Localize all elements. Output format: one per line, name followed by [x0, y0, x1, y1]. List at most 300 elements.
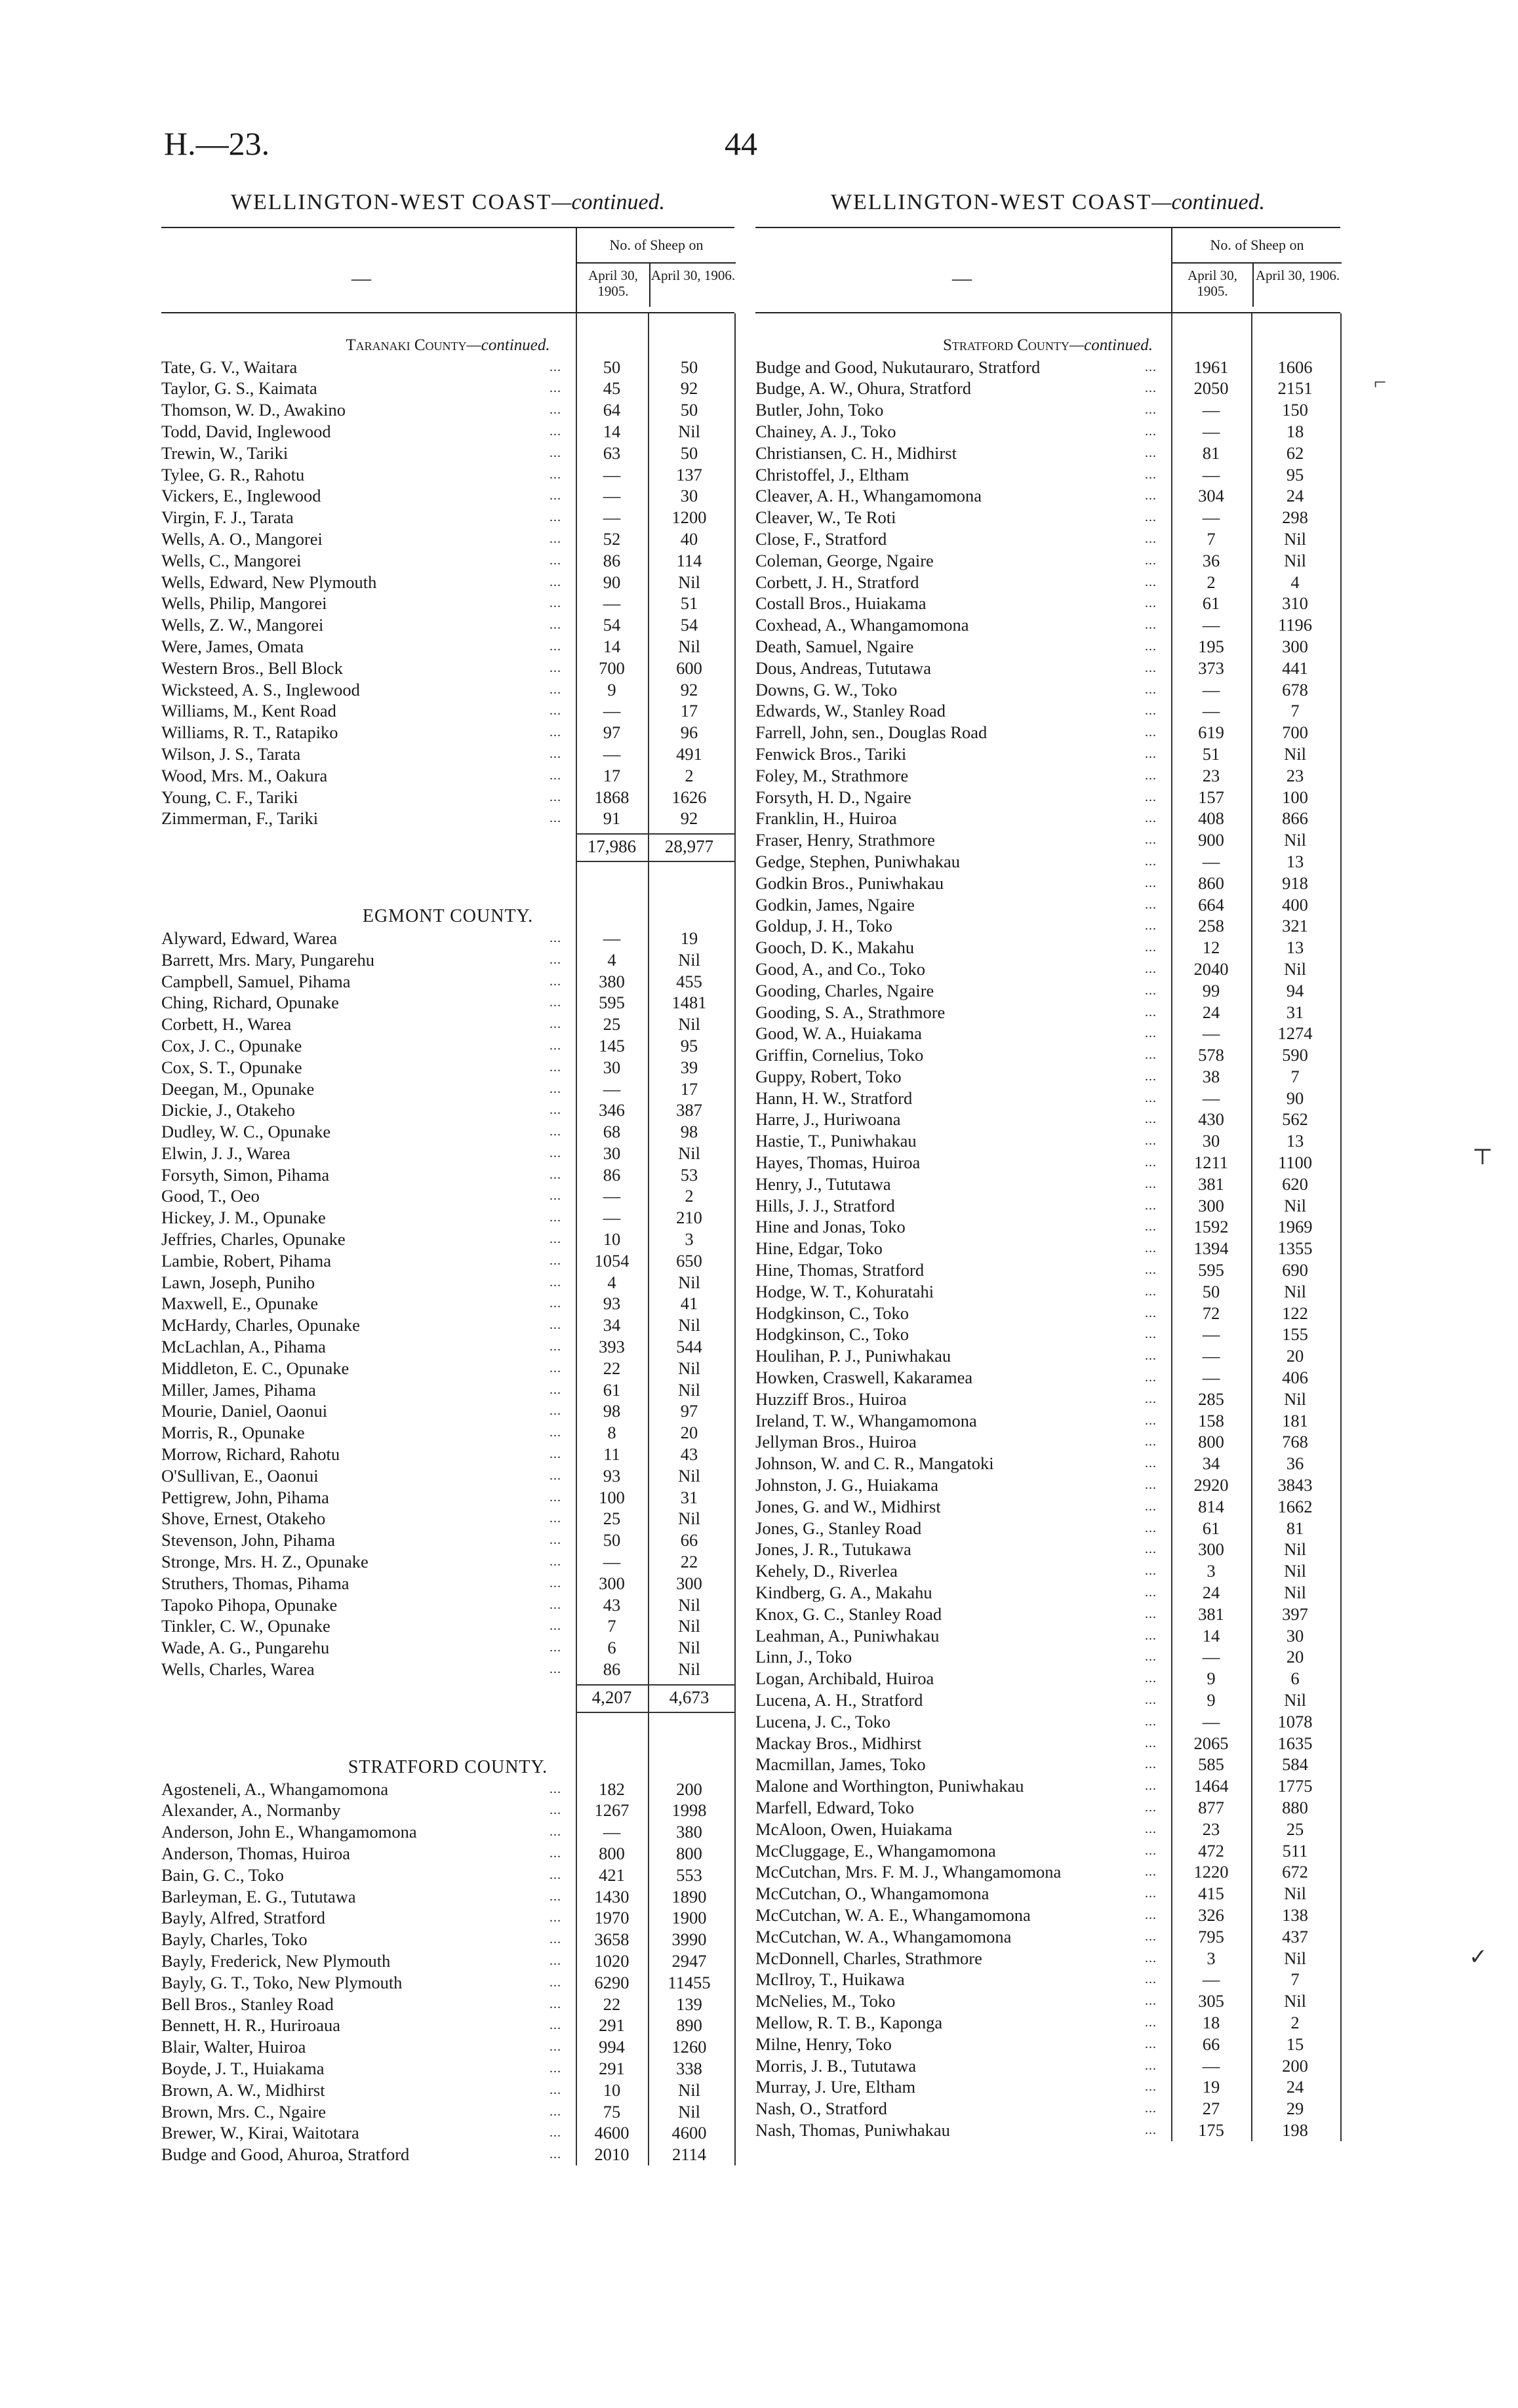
- owner-name: Wells, Philip, Mangorei: [161, 593, 327, 614]
- sheep-1906: Nil: [1284, 1561, 1306, 1581]
- sheep-1905: 346: [599, 1100, 625, 1120]
- sheep-1906: Nil: [1284, 528, 1306, 549]
- sheep-1905: —: [1202, 1088, 1220, 1108]
- table-row: [161, 1551, 734, 1573]
- leader-dots: ...: [1145, 1219, 1157, 1234]
- column-title-text: WELLINGTON-WEST COAST: [230, 190, 552, 214]
- sheep-1905: —: [1202, 1346, 1220, 1366]
- table-row: [161, 357, 734, 378]
- table-row: [755, 1088, 1340, 1109]
- owner-name: Foley, M., Strathmore: [755, 765, 909, 785]
- table-row: [161, 1886, 734, 1908]
- leader-dots: ...: [549, 1017, 561, 1032]
- table-row: [161, 700, 734, 722]
- column-title-suffix: —continued.: [551, 190, 666, 214]
- owner-name: Campbell, Samuel, Pihama: [161, 971, 351, 991]
- table-row: [755, 2076, 1340, 2098]
- owner-name: Tapoko Pihopa, Opunake: [161, 1594, 338, 1615]
- owner-name: Fraser, Henry, Strathmore: [755, 830, 935, 850]
- owner-name: Goldup, J. H., Toko: [755, 916, 892, 936]
- owner-name: Thomson, W. D., Awakino: [161, 400, 346, 420]
- sheep-1906: 198: [1282, 2120, 1308, 2140]
- owner-name: Forsyth, Simon, Pihama: [161, 1164, 330, 1185]
- owner-name: Morris, J. B., Tututawa: [755, 2055, 917, 2076]
- owner-name: Godkin, James, Ngaire: [755, 894, 915, 915]
- leader-dots: ...: [1145, 1305, 1157, 1320]
- owner-name: Dudley, W. C., Opunake: [161, 1122, 331, 1142]
- sheep-1906: 3843: [1277, 1475, 1313, 1495]
- sheep-1905: 3: [1207, 1561, 1216, 1581]
- sheep-1906: 4600: [671, 2123, 707, 2143]
- sheep-1905: —: [1202, 1969, 1220, 1990]
- sheep-1905: 50: [603, 1530, 621, 1550]
- sheep-1906: Nil: [678, 1465, 700, 1486]
- owner-name: Miller, James, Pihama: [161, 1379, 316, 1400]
- sheep-1906: 1606: [1277, 357, 1313, 377]
- sheep-1906: 66: [680, 1530, 698, 1550]
- sheep-1906: 13: [1286, 1131, 1304, 1151]
- margin-mark-icon: ⌐: [1374, 370, 1387, 395]
- total-1906: 4,673: [669, 1687, 709, 1707]
- table-row: [755, 1453, 1340, 1474]
- leader-dots: ...: [549, 1554, 561, 1569]
- owner-name: Close, F., Stratford: [755, 528, 887, 549]
- sheep-1905: 3: [1207, 1948, 1216, 1968]
- sheep-1905: 17: [603, 765, 621, 785]
- leader-dots: ...: [549, 725, 561, 740]
- leader-dots: ...: [549, 1803, 561, 1818]
- page-ref: H.—23.: [164, 125, 270, 162]
- table-row: [161, 1422, 734, 1444]
- table-row: [755, 1324, 1340, 1345]
- sheep-1906: Nil: [678, 1315, 700, 1335]
- sheep-1905: 52: [603, 528, 621, 549]
- owner-name: Nash, Thomas, Puniwhakau: [755, 2120, 950, 2140]
- leader-dots: ...: [1145, 403, 1157, 418]
- table-row: [755, 1130, 1340, 1152]
- owner-name: Fenwick Bros., Tariki: [755, 743, 907, 764]
- sheep-1906: Nil: [1284, 830, 1306, 850]
- leader-dots: ...: [1145, 1090, 1157, 1105]
- owner-name: Budge and Good, Nukutauraro, Stratford: [755, 357, 1041, 377]
- table-row: [161, 1293, 734, 1314]
- leader-dots: ...: [549, 811, 561, 826]
- sheep-1906: 511: [1282, 1840, 1308, 1861]
- leader-dots: ...: [549, 703, 561, 719]
- owner-name: McCutchan, O., Whangamomona: [755, 1884, 989, 1904]
- sheep-1905: 97: [603, 722, 621, 743]
- table-row: [755, 1668, 1340, 1689]
- owner-name: Bennett, H. R., Huriroaua: [161, 2015, 341, 2036]
- sheep-1906: 1635: [1277, 1733, 1313, 1753]
- sheep-1905: —: [1202, 421, 1220, 441]
- table-row: [755, 1905, 1340, 1926]
- leader-dots: ...: [1145, 1112, 1157, 1127]
- sheep-1905: —: [1202, 615, 1220, 635]
- table-row: [161, 614, 734, 636]
- table-row: [161, 743, 734, 765]
- sheep-1906: 1998: [671, 1800, 707, 1821]
- sheep-1905: —: [603, 593, 621, 614]
- sheep-1905: 75: [603, 2101, 621, 2122]
- owner-name: Wade, A. G., Pungarehu: [161, 1638, 330, 1658]
- sheep-1905: 50: [1202, 1281, 1220, 1301]
- table-row: [755, 1496, 1340, 1518]
- table-row: [755, 1389, 1340, 1410]
- table-row: [755, 915, 1340, 937]
- leader-dots: ...: [1145, 445, 1157, 460]
- table-row: [755, 1969, 1340, 1990]
- owner-name: Wells, Charles, Warea: [161, 1659, 315, 1680]
- owner-name: Huzziff Bros., Huiroa: [755, 1389, 907, 1409]
- owner-name: Alexander, A., Normanby: [161, 1800, 341, 1821]
- column-rule: [734, 313, 736, 2165]
- leader-dots: ...: [1145, 1994, 1157, 2009]
- owner-name: Good, W. A., Huiakama: [755, 1023, 922, 1044]
- owner-name: Logan, Archibald, Huiroa: [755, 1668, 934, 1689]
- sheep-1905: 800: [599, 1844, 625, 1863]
- table-row: [755, 743, 1340, 765]
- sheep-1905: 2040: [1193, 958, 1229, 979]
- table-row: [755, 2034, 1340, 2055]
- leader-dots: ...: [549, 488, 561, 503]
- owner-name: Gedge, Stephen, Puniwhakau: [755, 851, 961, 871]
- owner-name: Tylee, G. R., Rahotu: [161, 464, 305, 484]
- leader-dots: ...: [1145, 983, 1157, 998]
- sheep-1906: Nil: [1284, 1991, 1306, 2011]
- sheep-1905: 30: [603, 1143, 621, 1163]
- owner-name: Zimmerman, F., Tariki: [161, 808, 319, 829]
- sheep-1906: 53: [680, 1164, 698, 1185]
- table-row: [161, 1487, 734, 1509]
- leader-dots: ...: [1145, 725, 1157, 740]
- owner-name: Downs, G. W., Toko: [755, 679, 898, 700]
- owner-name: Anderson, John E., Whangamomona: [161, 1822, 417, 1842]
- owner-name: Knox, G. C., Stanley Road: [755, 1604, 942, 1624]
- table-row: [161, 1057, 734, 1078]
- leader-dots: ...: [549, 952, 561, 967]
- owner-name: Wells, Z. W., Mangorei: [161, 615, 324, 635]
- owner-name: Brown, Mrs. C., Ngaire: [161, 2101, 326, 2122]
- leader-dots: ...: [1145, 2080, 1157, 2095]
- sheep-1905: 877: [1198, 1797, 1224, 1817]
- sheep-1906: 650: [676, 1250, 702, 1271]
- owner-name: Costall Bros., Huiakama: [755, 593, 927, 614]
- table-row: [755, 1582, 1340, 1604]
- sheep-1905: 36: [1202, 550, 1220, 570]
- sheep-1906: 40: [680, 528, 698, 549]
- leader-dots: ...: [549, 1953, 561, 1968]
- sheep-1906: Nil: [678, 2101, 700, 2122]
- sheep-1905: 578: [1198, 1045, 1224, 1065]
- leader-dots: ...: [1145, 2101, 1157, 2116]
- table-row: [755, 700, 1340, 722]
- leader-dots: ...: [1145, 1779, 1157, 1794]
- sheep-1906: Nil: [1284, 550, 1306, 570]
- sheep-1905: —: [603, 1822, 621, 1842]
- leader-dots: ...: [549, 574, 561, 589]
- leader-dots: ...: [549, 746, 561, 761]
- sheep-1906: Nil: [678, 1638, 700, 1658]
- sheep-1906: 2: [685, 1186, 694, 1206]
- sheep-1905: 326: [1198, 1905, 1224, 1925]
- sheep-1906: 310: [1282, 593, 1308, 614]
- table-row: [755, 1066, 1340, 1088]
- table-row: [755, 636, 1340, 658]
- sheep-1906: 36: [1286, 1453, 1304, 1474]
- sheep-1905: 98: [603, 1401, 621, 1421]
- owner-name: Harre, J., Huriwoana: [755, 1109, 901, 1130]
- leader-dots: ...: [1145, 2036, 1157, 2051]
- table-row: [755, 550, 1340, 572]
- table-row: [161, 399, 734, 421]
- table-row: [755, 357, 1340, 378]
- leader-dots: ...: [549, 2061, 561, 2076]
- table-row: [755, 722, 1340, 743]
- owner-name: McIlroy, T., Huikawa: [755, 1969, 905, 1990]
- sheep-1906: 81: [1286, 1518, 1304, 1538]
- owner-name: O'Sullivan, E., Oaonui: [161, 1465, 319, 1486]
- table-row: [755, 980, 1340, 1002]
- table-row: [755, 1410, 1340, 1432]
- owner-name: Good, A., and Co., Toko: [755, 958, 925, 979]
- leader-dots: ...: [1145, 1671, 1157, 1686]
- leader-dots: ...: [549, 1490, 561, 1505]
- leader-dots: ...: [1145, 875, 1157, 890]
- table-row: [161, 1099, 734, 1121]
- leader-dots: ...: [1145, 1649, 1157, 1665]
- leader-dots: ...: [549, 1468, 561, 1483]
- owner-name: Gooch, D. K., Makahu: [755, 938, 915, 958]
- sheep-1905: 64: [603, 400, 621, 420]
- leader-dots: ...: [1145, 1198, 1157, 1213]
- owner-name: Kehely, D., Riverlea: [755, 1561, 898, 1581]
- leader-dots: ...: [549, 1825, 561, 1840]
- table-row: [755, 1518, 1340, 1539]
- owner-name: Brown, A. W., Midhirst: [161, 2080, 325, 2100]
- leader-dots: ...: [1145, 1929, 1157, 1944]
- owner-name: Bayly, G. T., Toko, New Plymouth: [161, 1972, 403, 1992]
- sheep-1905: 9: [607, 679, 616, 700]
- sheep-1906: 678: [1282, 679, 1308, 700]
- sheep-1906: 2: [685, 765, 694, 785]
- owner-name: Jeffries, Charles, Opunake: [161, 1229, 346, 1250]
- sheep-1906: Nil: [678, 1014, 700, 1035]
- leader-dots: ...: [1145, 1413, 1157, 1428]
- table-row: [161, 2101, 734, 2123]
- sheep-1906: 918: [1282, 873, 1308, 893]
- owner-name: Alyward, Edward, Warea: [161, 928, 338, 948]
- owner-name: Bell Bros., Stanley Road: [161, 1994, 334, 2014]
- leader-dots: ...: [549, 531, 561, 546]
- leader-dots: ...: [1145, 553, 1157, 568]
- header-group: [576, 228, 736, 312]
- sheep-1905: —: [1202, 1324, 1220, 1345]
- margin-mark-icon: ⊤: [1472, 1145, 1493, 1170]
- owner-name: Hine and Jonas, Toko: [755, 1217, 906, 1237]
- owner-name: Griffin, Cornelius, Toko: [755, 1045, 924, 1065]
- owner-name: Guppy, Robert, Toko: [755, 1066, 902, 1086]
- table-row: [161, 1779, 734, 1800]
- sheep-1905: 1220: [1193, 1862, 1229, 1882]
- sheep-1905: 14: [603, 636, 621, 656]
- sheep-1905: 305: [1198, 1991, 1224, 2011]
- owner-name: Hine, Thomas, Stratford: [755, 1260, 925, 1280]
- sheep-1905: 50: [603, 357, 621, 377]
- table-row: [161, 2015, 734, 2036]
- sheep-1906: Nil: [678, 572, 700, 592]
- sheep-1905: 1430: [594, 1886, 629, 1906]
- sheep-1905: 10: [603, 2080, 621, 2100]
- leader-dots: ...: [549, 1210, 561, 1225]
- sheep-1905: 291: [599, 2015, 625, 2036]
- sheep-1905: 145: [599, 1035, 625, 1056]
- table-row: [755, 421, 1340, 443]
- sheep-1906: 321: [1282, 916, 1308, 936]
- leader-dots: ...: [549, 596, 561, 611]
- table-row: [161, 1185, 734, 1207]
- sheep-1905: 9: [1207, 1690, 1216, 1710]
- sheep-1905: —: [1202, 851, 1220, 871]
- table-row: [161, 928, 734, 949]
- table-row: [161, 1843, 734, 1865]
- sheep-1906: Nil: [678, 1358, 700, 1378]
- sheep-1906: 96: [680, 722, 698, 743]
- table-row: [161, 658, 734, 679]
- leader-dots: ...: [1145, 1714, 1157, 1729]
- owner-name: Jones, G. and W., Midhirst: [755, 1496, 941, 1516]
- owner-name: Marfell, Edward, Toko: [755, 1797, 914, 1817]
- sheep-1905: 45: [603, 378, 621, 399]
- sheep-1905: 12: [1202, 938, 1220, 958]
- sheep-1905: 93: [603, 1293, 621, 1314]
- section-heading-text: EGMONT COUNTY.: [362, 906, 534, 927]
- leader-dots: ...: [1145, 1069, 1157, 1084]
- sheep-1906: 1200: [671, 507, 707, 528]
- owner-name: Cox, J. C., Opunake: [161, 1035, 302, 1056]
- right-column: [755, 190, 1340, 2141]
- sheep-1906: 455: [676, 971, 702, 991]
- sheep-1905: —: [603, 701, 621, 721]
- sheep-1905: 408: [1198, 808, 1224, 829]
- table-row: [161, 1637, 734, 1659]
- sheep-1906: Nil: [1284, 1948, 1306, 1968]
- sheep-1905: 585: [1198, 1754, 1224, 1775]
- owner-name: Lucena, A. H., Stratford: [755, 1690, 923, 1710]
- sheep-1906: 3: [685, 1229, 694, 1250]
- owner-name: Chainey, A. J., Toko: [755, 421, 896, 441]
- sheep-1905: 91: [603, 808, 621, 829]
- owner-name: McNelies, M., Toko: [755, 1991, 896, 2011]
- section-heading: [161, 1757, 734, 1779]
- leader-dots: ...: [1145, 1606, 1157, 1621]
- sheep-1906: 150: [1282, 400, 1308, 420]
- sheep-1906: 1260: [671, 2037, 707, 2057]
- table-row: [755, 1002, 1340, 1023]
- owner-name: Hodgkinson, C., Toko: [755, 1324, 909, 1345]
- leader-dots: ...: [1145, 1391, 1157, 1406]
- sheep-1905: 1970: [594, 1908, 629, 1928]
- section-heading: [755, 335, 1340, 357]
- table-row: [161, 1594, 734, 1616]
- leader-dots: ...: [1145, 682, 1157, 697]
- owner-name: Taylor, G. S., Kaimata: [161, 378, 317, 399]
- owner-name: Mackay Bros., Midhirst: [755, 1733, 922, 1753]
- sheep-1906: 17: [680, 1078, 698, 1099]
- sheep-1905: 1054: [594, 1250, 629, 1271]
- sheep-1905: 595: [1198, 1260, 1224, 1280]
- table-row: [755, 378, 1340, 399]
- sheep-1906: Nil: [678, 2080, 700, 2100]
- leader-dots: ...: [1145, 1263, 1157, 1278]
- owner-name: Good, T., Oeo: [161, 1186, 260, 1206]
- leader-dots: ...: [1145, 381, 1157, 396]
- sheep-1906: 690: [1282, 1260, 1308, 1280]
- leader-dots: ...: [549, 1575, 561, 1590]
- sheep-1906: 17: [680, 701, 698, 721]
- sheep-1906: 13: [1286, 851, 1304, 871]
- leader-dots: ...: [549, 1932, 561, 1947]
- owner-name: Barleyman, E. G., Tututawa: [161, 1886, 356, 1906]
- sheep-1906: 700: [1282, 722, 1308, 743]
- sheep-1906: 590: [1282, 1045, 1308, 1065]
- sheep-1906: 4: [1290, 572, 1300, 592]
- leader-dots: ...: [1145, 1176, 1157, 1191]
- table-row: [161, 443, 734, 464]
- owner-name: Franklin, H., Huiroa: [755, 808, 897, 829]
- owner-name: Hills, J. J., Stratford: [755, 1195, 895, 1215]
- sheep-1905: 595: [599, 993, 625, 1013]
- sheep-1905: —: [603, 486, 621, 506]
- sheep-1906: 298: [1282, 507, 1308, 528]
- table-row: [161, 507, 734, 528]
- sheep-1905: 11: [603, 1444, 620, 1465]
- leader-dots: ...: [1145, 1843, 1157, 1858]
- sheep-1905: 14: [1202, 1625, 1220, 1646]
- leader-dots: ...: [549, 1318, 561, 1333]
- sheep-1906: 1196: [1277, 615, 1313, 635]
- sheep-1905: 1267: [594, 1800, 629, 1821]
- table-row: [755, 1474, 1340, 1496]
- sheep-1906: 397: [1282, 1604, 1308, 1624]
- leader-dots: ...: [1145, 768, 1157, 783]
- table-row: [755, 1560, 1340, 1582]
- leader-dots: ...: [1145, 940, 1157, 955]
- sheep-1906: Nil: [1284, 1539, 1306, 1560]
- sheep-1906: 800: [676, 1844, 702, 1863]
- owner-name: Malone and Worthington, Puniwhakau: [755, 1776, 1024, 1796]
- table-row: [755, 1345, 1340, 1367]
- sheep-1906: 95: [680, 1035, 698, 1056]
- sheep-1906: 13: [1286, 938, 1304, 958]
- table-row: [161, 2122, 734, 2144]
- owner-name: Jellyman Bros., Huiroa: [755, 1432, 917, 1452]
- leader-dots: ...: [1145, 596, 1157, 611]
- sheep-1905: 1020: [594, 1950, 629, 1971]
- sheep-1906: 90: [1286, 1088, 1304, 1108]
- table-row: [161, 1164, 734, 1186]
- sheep-1906: 1481: [671, 993, 707, 1013]
- table-row: [161, 765, 734, 787]
- table-row: [755, 1238, 1340, 1259]
- leader-dots: ...: [1145, 854, 1157, 869]
- sheep-1905: 51: [1202, 743, 1220, 764]
- sheep-1906: Nil: [678, 1272, 700, 1292]
- sheep-1906: 437: [1282, 1926, 1308, 1946]
- sheep-1906: 200: [676, 1779, 702, 1799]
- table-row: [161, 722, 734, 743]
- owner-name: Morris, R., Opunake: [161, 1423, 305, 1443]
